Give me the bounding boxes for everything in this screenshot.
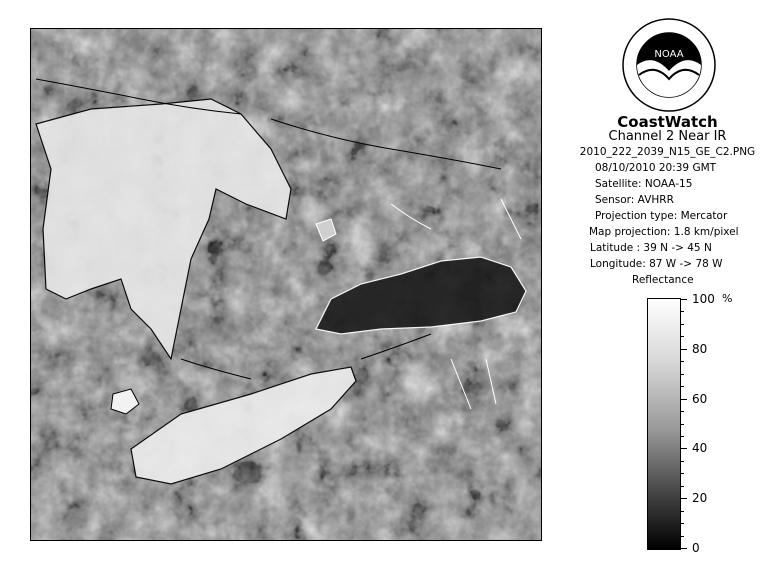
sensor-info: Sensor: AVHRR <box>595 194 674 206</box>
latitude-range: Latitude : 39 N -> 45 N <box>590 242 712 254</box>
satellite-info: Satellite: NOAA-15 <box>595 178 693 190</box>
colorbar <box>647 298 681 550</box>
colorbar-unit: % <box>722 292 733 305</box>
colorbar-tick-label: 20 <box>692 491 708 506</box>
colorbar-minor-tick <box>681 311 684 312</box>
colorbar-minor-tick <box>681 411 684 412</box>
colorbar-minor-tick <box>681 486 684 487</box>
colorbar-minor-tick <box>681 536 684 537</box>
noaa-logo-icon <box>621 17 717 113</box>
app-title: CoastWatch <box>617 113 718 131</box>
colorbar-title: Reflectance <box>632 274 694 286</box>
colorbar-major-tick <box>681 548 687 549</box>
colorbar-minor-tick <box>681 336 684 337</box>
satellite-image <box>30 28 542 541</box>
colorbar-major-tick <box>681 399 687 400</box>
colorbar-minor-tick <box>681 324 684 325</box>
colorbar-minor-tick <box>681 374 684 375</box>
colorbar-minor-tick <box>681 424 684 425</box>
colorbar-tick-label: 80 <box>692 341 708 356</box>
colorbar-tick-label: 40 <box>692 441 708 456</box>
colorbar-minor-tick <box>681 461 684 462</box>
map-canvas <box>31 29 542 541</box>
colorbar-tick-label: 100 <box>692 292 715 306</box>
colorbar-tick-label: 60 <box>692 391 708 406</box>
colorbar-minor-tick <box>681 361 684 362</box>
longitude-range: Longitude: 87 W -> 78 W <box>590 258 723 270</box>
colorbar-major-tick <box>681 448 687 449</box>
colorbar-minor-tick <box>681 436 684 437</box>
datetime: 08/10/2010 20:39 GMT <box>595 162 717 174</box>
map-projection: Map projection: 1.8 km/pixel <box>589 226 739 238</box>
colorbar-major-tick <box>681 498 687 499</box>
colorbar-major-tick <box>681 349 687 350</box>
colorbar-minor-tick <box>681 386 684 387</box>
colorbar-minor-tick <box>681 473 684 474</box>
svg-text:NOAA: NOAA <box>654 49 684 60</box>
colorbar-tick-label: 0 <box>692 541 700 555</box>
colorbar-minor-tick <box>681 511 684 512</box>
colorbar-minor-tick <box>681 523 684 524</box>
colorbar-major-tick <box>681 299 687 300</box>
filename: 2010_222_2039_N15_GE_C2.PNG <box>579 146 756 158</box>
projection-type: Projection type: Mercator <box>595 210 728 222</box>
channel-subtitle: Channel 2 Near IR <box>608 129 727 144</box>
